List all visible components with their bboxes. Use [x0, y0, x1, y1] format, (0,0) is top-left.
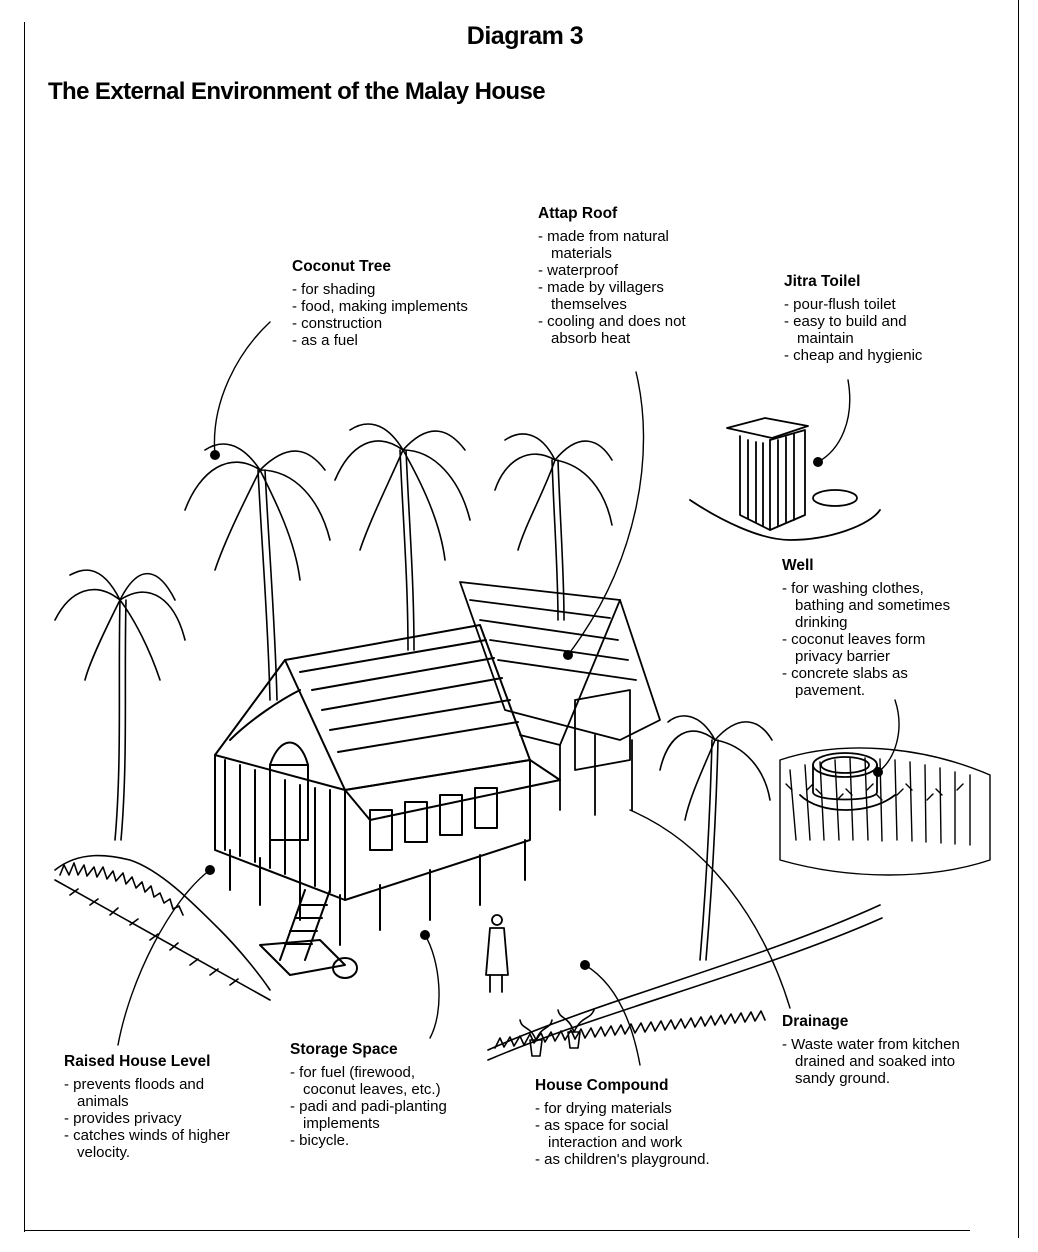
callout-title: House Compound: [535, 1077, 669, 1094]
callout-raised-house-level: [64, 1053, 254, 1161]
callout-item: - construction: [292, 315, 472, 332]
main-house-drawing: [215, 625, 560, 978]
callout-title: Well: [782, 557, 814, 574]
callout-item: - made from natural materials: [538, 228, 726, 262]
callout-well: [782, 557, 962, 699]
callout-house-compound: [535, 1077, 720, 1168]
callout-attap-roof: [538, 205, 726, 347]
callout-item: - easy to build and maintain: [784, 313, 964, 347]
callout-storage-space: [290, 1041, 470, 1149]
callout-jitra-toilet: [784, 273, 964, 364]
toilet-drawing: [690, 418, 880, 540]
coconut-trees: [55, 424, 772, 960]
callout-item: - for shading: [292, 281, 472, 298]
callout-item: - provides privacy: [64, 1110, 254, 1127]
callout-item: - food, making implements: [292, 298, 472, 315]
callout-item: - for drying materials: [535, 1100, 720, 1117]
callout-title: Raised House Level: [64, 1053, 211, 1070]
callout-item: - cheap and hygienic: [784, 347, 964, 364]
callout-title: Drainage: [782, 1013, 849, 1030]
diagram-subtitle: The External Environment of the Malay House: [48, 78, 545, 105]
villager-figure: [486, 915, 508, 992]
diagram-title: Diagram 3: [466, 22, 584, 50]
callout-item: - bicycle.: [290, 1132, 470, 1149]
callout-title: Attap Roof: [538, 205, 618, 222]
callout-item: - catches winds of higher velocity.: [64, 1127, 254, 1161]
well-crop-field: [780, 748, 990, 875]
callout-coconut-tree: [292, 258, 472, 349]
callout-item: - Waste water from kitchen drained and soaked into sandy ground.: [782, 1036, 962, 1087]
callout-item: - as space for social interaction and work: [535, 1117, 720, 1151]
callout-item: - for washing clothes, bathing and sometimes drinking: [782, 580, 962, 631]
callout-item: - padi and padi-planting implements: [290, 1098, 470, 1132]
callout-title: Coconut Tree: [292, 258, 392, 275]
callout-item: - pour-flush toilet: [784, 296, 964, 313]
callout-item: - concrete slabs as pavement.: [782, 665, 962, 699]
callout-item: - as children's playground.: [535, 1151, 720, 1168]
callout-item: - cooling and does not absorb heat: [538, 313, 726, 347]
callout-title: Jitra Toilel: [784, 273, 861, 290]
callout-item: - coconut leaves form privacy barrier: [782, 631, 962, 665]
callout-item: - for fuel (firewood, coconut leaves, etc.): [290, 1064, 470, 1098]
callout-item: - made by villagers themselves: [538, 279, 726, 313]
callout-title: Storage Space: [290, 1041, 398, 1058]
callout-item: - waterproof: [538, 262, 726, 279]
callout-drainage: [782, 1013, 962, 1087]
callout-item: - as a fuel: [292, 332, 472, 349]
callout-item: - prevents floods and animals: [64, 1076, 254, 1110]
leader-dots: [205, 450, 883, 970]
